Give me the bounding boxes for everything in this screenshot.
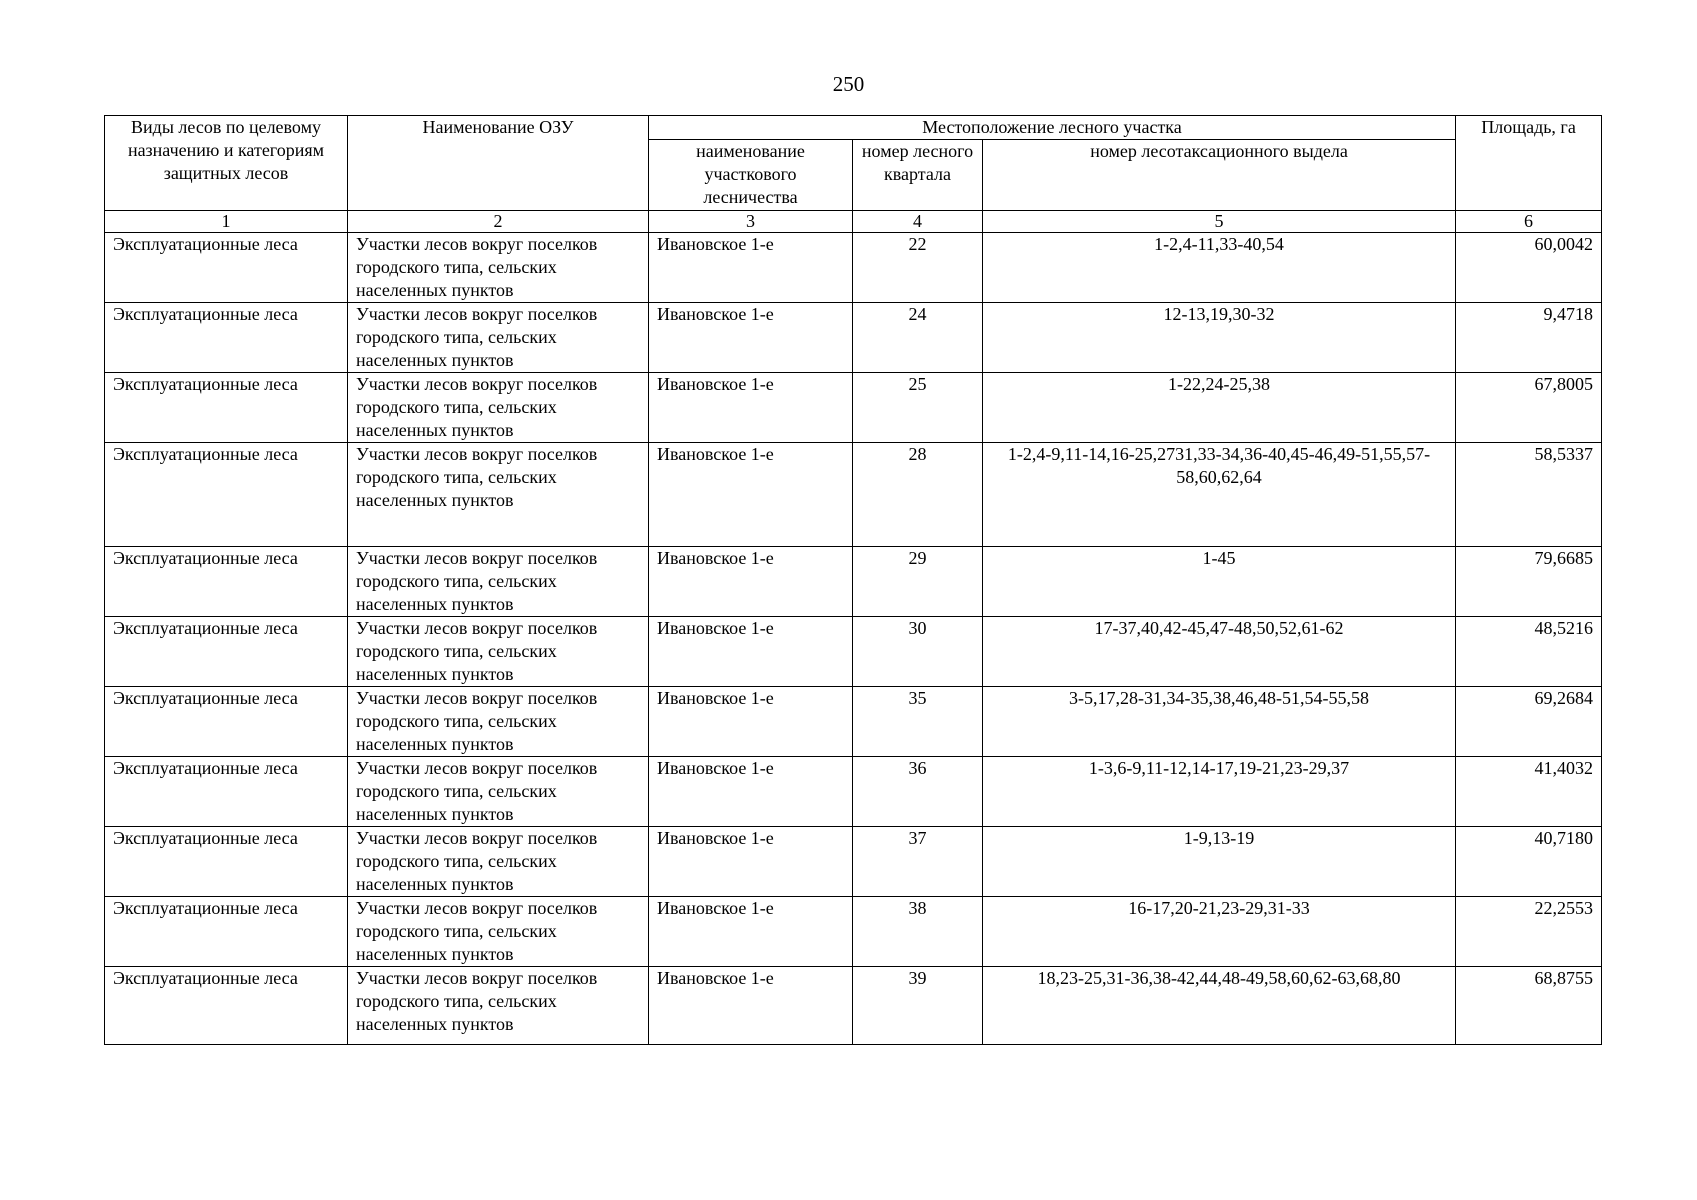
column-number: 3: [649, 211, 853, 233]
cell-allotments: 16-17,20-21,23-29,31-33: [983, 897, 1456, 967]
cell-ozu-name: Участки лесов вокруг поселков городского типа, сельских населенных пунктов: [348, 233, 649, 303]
cell-area: 69,2684: [1456, 687, 1602, 757]
cell-ozu-name: Участки лесов вокруг поселков городского типа, сельских населенных пунктов: [348, 687, 649, 757]
cell-allotments: 3-5,17,28-31,34-35,38,46,48-51,54-55,58: [983, 687, 1456, 757]
cell-area: 40,7180: [1456, 827, 1602, 897]
cell-ozu-name: Участки лесов вокруг поселков городского типа, сельских населенных пунктов: [348, 827, 649, 897]
cell-area: 68,8755: [1456, 967, 1602, 1045]
cell-area: 58,5337: [1456, 443, 1602, 547]
cell-ozu-name: Участки лесов вокруг поселков городского типа, сельских населенных пунктов: [348, 443, 649, 547]
cell-allotments: 1-45: [983, 547, 1456, 617]
cell-area: 79,6685: [1456, 547, 1602, 617]
header-row-top: [105, 116, 1602, 140]
cell-area: 41,4032: [1456, 757, 1602, 827]
cell-area: 22,2553: [1456, 897, 1602, 967]
cell-ozu-name: Участки лесов вокруг поселков городского типа, сельских населенных пунктов: [348, 897, 649, 967]
cell-forestry: Ивановское 1-е: [649, 967, 853, 1045]
cell-allotments: 1-2,4-9,11-14,16-25,2731,33-34,36-40,45-46,49-51,55,57-58,60,62,64: [983, 443, 1456, 547]
table-row: [105, 897, 1602, 967]
cell-area: 60,0042: [1456, 233, 1602, 303]
cell-forest-type: Эксплуатационные леса: [105, 233, 348, 303]
column-number: 5: [983, 211, 1456, 233]
table-row: [105, 373, 1602, 443]
cell-forest-type: Эксплуатационные леса: [105, 547, 348, 617]
cell-forestry: Ивановское 1-е: [649, 547, 853, 617]
cell-quarter: 25: [853, 373, 983, 443]
cell-forest-type: Эксплуатационные леса: [105, 373, 348, 443]
cell-forest-type: Эксплуатационные леса: [105, 617, 348, 687]
column-number: 1: [105, 211, 348, 233]
cell-quarter: 29: [853, 547, 983, 617]
cell-forestry: Ивановское 1-е: [649, 443, 853, 547]
header-forest-type: Виды лесов по целевому назначению и категориям защитных лесов: [105, 116, 348, 211]
cell-forestry: Ивановское 1-е: [649, 617, 853, 687]
cell-forestry: Ивановское 1-е: [649, 687, 853, 757]
cell-allotments: 1-9,13-19: [983, 827, 1456, 897]
table-row: [105, 827, 1602, 897]
cell-forestry: Ивановское 1-е: [649, 303, 853, 373]
cell-forest-type: Эксплуатационные леса: [105, 827, 348, 897]
table-row: [105, 617, 1602, 687]
table-row: [105, 303, 1602, 373]
header-forestry-name: наименование участкового лесничества: [649, 140, 853, 211]
header-quarter-number: номер лесного квартала: [853, 140, 983, 211]
cell-area: 9,4718: [1456, 303, 1602, 373]
column-number: 2: [348, 211, 649, 233]
table-row: [105, 967, 1602, 1045]
header-allotment-number: номер лесотаксационного выдела: [983, 140, 1456, 211]
cell-quarter: 36: [853, 757, 983, 827]
cell-ozu-name: Участки лесов вокруг поселков городского типа, сельских населенных пунктов: [348, 547, 649, 617]
cell-forest-type: Эксплуатационные леса: [105, 303, 348, 373]
cell-forest-type: Эксплуатационные леса: [105, 967, 348, 1045]
table-row: [105, 757, 1602, 827]
header-area: Площадь, га: [1456, 116, 1602, 211]
cell-forest-type: Эксплуатационные леса: [105, 897, 348, 967]
cell-quarter: 30: [853, 617, 983, 687]
header-ozu-name: Наименование ОЗУ: [348, 116, 649, 211]
cell-forestry: Ивановское 1-е: [649, 757, 853, 827]
cell-forest-type: Эксплуатационные леса: [105, 687, 348, 757]
table-row: [105, 547, 1602, 617]
table-row: [105, 687, 1602, 757]
forest-plots-table: [104, 115, 1602, 1045]
cell-ozu-name: Участки лесов вокруг поселков городского типа, сельских населенных пунктов: [348, 757, 649, 827]
cell-quarter: 35: [853, 687, 983, 757]
cell-forest-type: Эксплуатационные леса: [105, 757, 348, 827]
table-row: [105, 443, 1602, 547]
cell-quarter: 38: [853, 897, 983, 967]
cell-quarter: 28: [853, 443, 983, 547]
cell-allotments: 18,23-25,31-36,38-42,44,48-49,58,60,62-63,68,80: [983, 967, 1456, 1045]
cell-allotments: 12-13,19,30-32: [983, 303, 1456, 373]
cell-allotments: 1-22,24-25,38: [983, 373, 1456, 443]
cell-forest-type: Эксплуатационные леса: [105, 443, 348, 547]
cell-forestry: Ивановское 1-е: [649, 233, 853, 303]
cell-ozu-name: Участки лесов вокруг поселков городского типа, сельских населенных пунктов: [348, 303, 649, 373]
cell-allotments: 17-37,40,42-45,47-48,50,52,61-62: [983, 617, 1456, 687]
cell-quarter: 24: [853, 303, 983, 373]
cell-area: 48,5216: [1456, 617, 1602, 687]
page-number: 250: [832, 72, 865, 96]
column-number: 6: [1456, 211, 1602, 233]
cell-forestry: Ивановское 1-е: [649, 827, 853, 897]
cell-quarter: 39: [853, 967, 983, 1045]
cell-ozu-name: Участки лесов вокруг поселков городского типа, сельских населенных пунктов: [348, 967, 649, 1045]
cell-allotments: 1-2,4-11,33-40,54: [983, 233, 1456, 303]
column-number-row: [105, 211, 1602, 233]
table-row: [105, 233, 1602, 303]
cell-allotments: 1-3,6-9,11-12,14-17,19-21,23-29,37: [983, 757, 1456, 827]
header-plot-location: Местоположение лесного участка: [649, 116, 1456, 140]
cell-quarter: 22: [853, 233, 983, 303]
cell-ozu-name: Участки лесов вокруг поселков городского типа, сельских населенных пунктов: [348, 617, 649, 687]
cell-quarter: 37: [853, 827, 983, 897]
cell-forestry: Ивановское 1-е: [649, 897, 853, 967]
column-number: 4: [853, 211, 983, 233]
cell-ozu-name: Участки лесов вокруг поселков городского типа, сельских населенных пунктов: [348, 373, 649, 443]
cell-area: 67,8005: [1456, 373, 1602, 443]
cell-forestry: Ивановское 1-е: [649, 373, 853, 443]
